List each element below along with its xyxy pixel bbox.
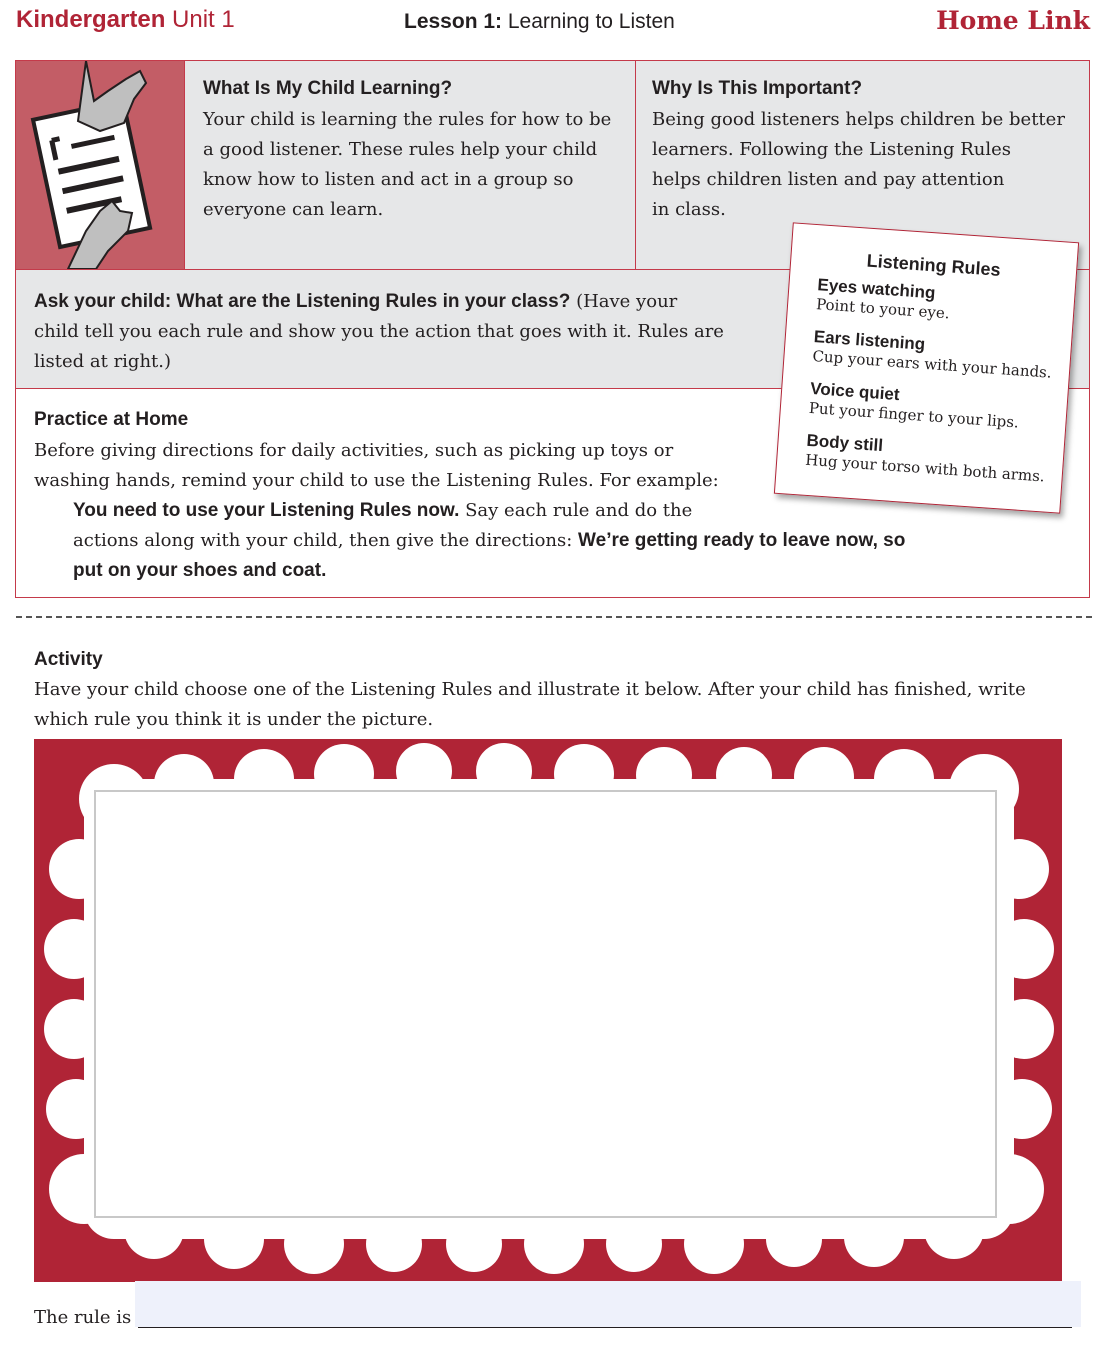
rule-action: Point to your eye. bbox=[815, 295, 951, 323]
rule-item bbox=[808, 379, 1020, 432]
activity-line: Have your child choose one of the Listening Rules and illustrate it below. After your child has finished, write bbox=[34, 679, 1026, 700]
rules-illustration bbox=[16, 61, 185, 269]
practice-line: Before giving directions for daily activities, such as picking up toys or bbox=[34, 440, 674, 461]
learning-heading: What Is My Child Learning? bbox=[203, 78, 453, 99]
learning-line: a good listener. These rules help your child bbox=[203, 139, 598, 160]
rule-item bbox=[812, 327, 1054, 382]
learning-line: everyone can learn. bbox=[203, 199, 384, 220]
important-line: learners. Following the Listening Rules bbox=[652, 139, 1011, 160]
ask-line: (Have your bbox=[570, 291, 678, 312]
important-line: helps children listen and pay attention bbox=[652, 169, 1005, 190]
rule-name: Voice quiet bbox=[809, 378, 901, 405]
rule-item bbox=[816, 275, 952, 322]
learning-text bbox=[203, 105, 633, 225]
important-heading: Why Is This Important? bbox=[652, 78, 863, 99]
unit-number: Unit 1 bbox=[172, 6, 235, 33]
hands-paper-icon bbox=[16, 61, 184, 269]
home-link-label: Home Link bbox=[936, 6, 1090, 35]
column-divider bbox=[635, 61, 636, 269]
unit-label bbox=[16, 6, 235, 34]
ask-line: listed at right.) bbox=[34, 351, 172, 372]
answer-line bbox=[138, 1327, 1072, 1328]
rule-action: Put your finger to your lips. bbox=[808, 398, 1020, 432]
ask-line: child tell you each rule and show you the action that goes with it. Rules are bbox=[34, 321, 724, 342]
practice-heading: Practice at Home bbox=[34, 409, 189, 430]
activity-line: which rule you think it is under the picture. bbox=[34, 709, 434, 730]
practice-line: washing hands, remind your child to use the Listening Rules. For example: bbox=[34, 470, 719, 491]
example-line: actions along with your child, then give the directions: bbox=[73, 530, 579, 551]
rule-name: Eyes watching bbox=[816, 275, 937, 303]
ask-question: Ask your child: What are the Listening Rules in your class? bbox=[34, 291, 571, 312]
learning-line: know how to listen and act in a group so bbox=[203, 169, 574, 190]
example-quote: We’re getting ready to leave now, so bbox=[578, 530, 906, 551]
activity-text bbox=[34, 675, 1084, 735]
rule-item bbox=[805, 431, 1047, 486]
lesson-title bbox=[404, 10, 675, 34]
drawing-area[interactable] bbox=[94, 790, 997, 1218]
lesson-number: Lesson 1: bbox=[404, 10, 503, 33]
cut-line bbox=[16, 616, 1092, 618]
listening-rules-card bbox=[774, 222, 1079, 513]
rule-name: Ears listening bbox=[813, 327, 926, 354]
rule-action: Cup your ears with your hands. bbox=[811, 347, 1053, 382]
practice-example bbox=[73, 496, 1073, 586]
grade-label: Kindergarten bbox=[16, 6, 166, 33]
learning-line: Your child is learning the rules for how to be bbox=[203, 109, 612, 130]
lesson-name: Learning to Listen bbox=[507, 10, 675, 33]
example-quote: put on your shoes and coat. bbox=[73, 560, 327, 581]
important-line: in class. bbox=[652, 199, 726, 220]
rule-label: The rule is bbox=[34, 1307, 132, 1328]
rules-card-title: Listening Rules bbox=[866, 250, 1002, 280]
rule-action: Hug your torso with both arms. bbox=[804, 450, 1046, 486]
example-line: Say each rule and do the bbox=[459, 500, 693, 521]
important-text bbox=[652, 105, 1082, 225]
practice-text bbox=[34, 436, 794, 496]
rule-answer-field[interactable] bbox=[135, 1281, 1081, 1327]
ask-text bbox=[34, 287, 794, 377]
example-quote: You need to use your Listening Rules now. bbox=[73, 500, 460, 521]
activity-heading: Activity bbox=[34, 649, 103, 670]
rule-name: Body still bbox=[806, 430, 884, 456]
important-line: Being good listeners helps children be better bbox=[652, 109, 1065, 130]
